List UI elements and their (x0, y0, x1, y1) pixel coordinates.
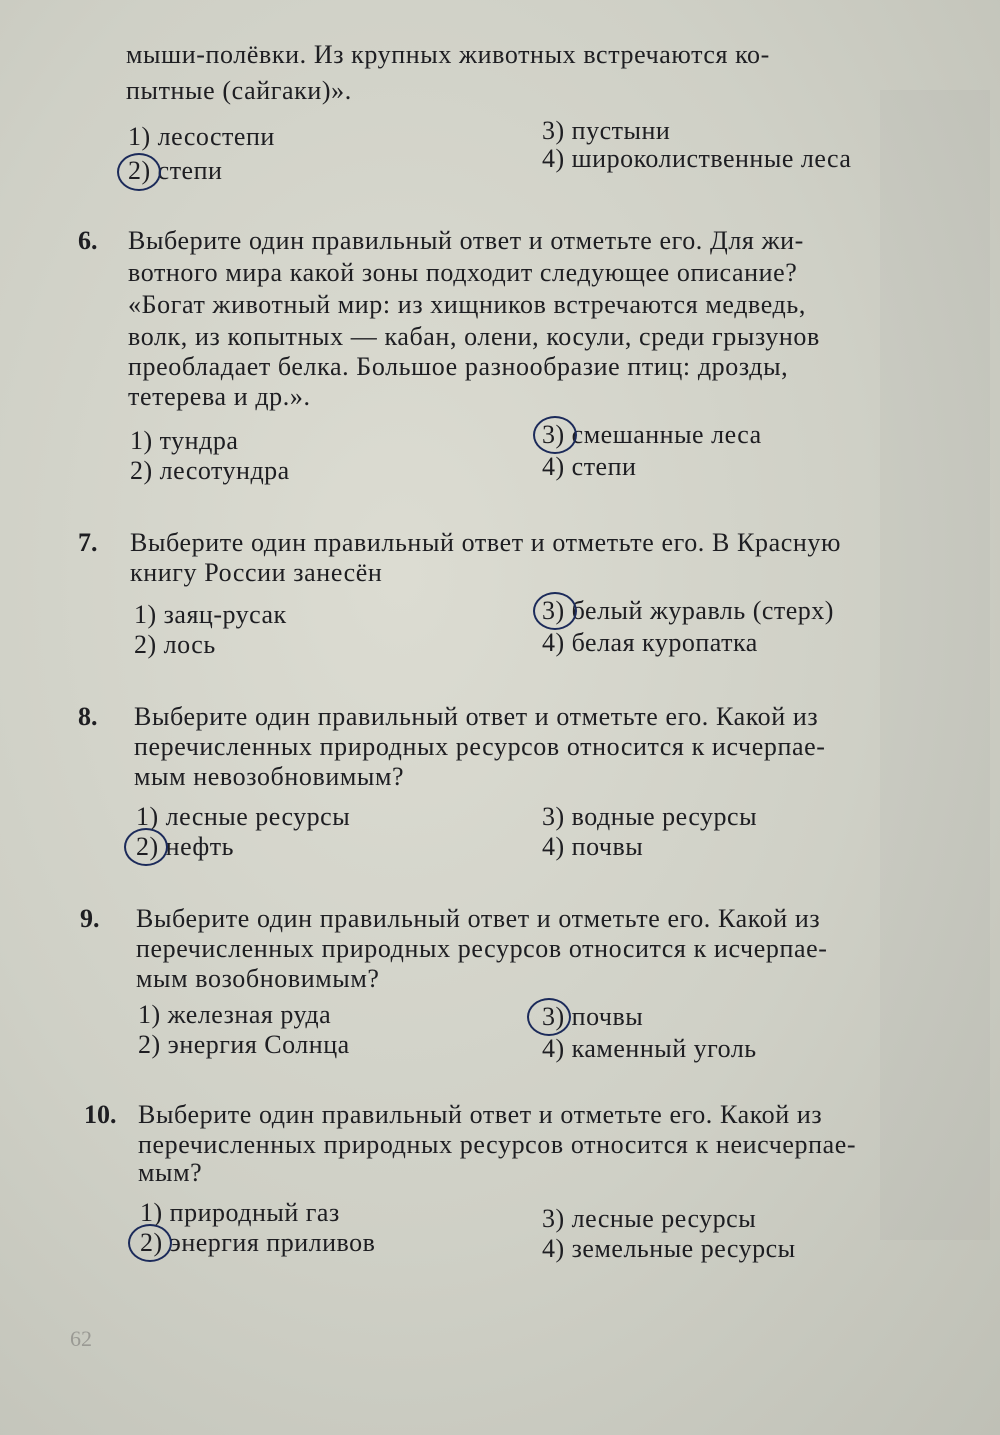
question-9-option-3[interactable]: 3) почвы (542, 1002, 644, 1031)
question-8-line-1: Выберите один правильный ответ и отметьте его. Какой из (134, 702, 819, 731)
answer-circle-mark (128, 1224, 172, 1262)
question-10-option-4[interactable]: 4) земельные ресурсы (542, 1234, 796, 1263)
question-9-option-4[interactable]: 4) каменный уголь (542, 1034, 757, 1063)
intro-option-4[interactable]: 4) широколиственные леса (542, 144, 852, 173)
question-9-option-2[interactable]: 2) энергия Солнца (138, 1030, 350, 1059)
page-number: 62 (70, 1326, 92, 1351)
question-10-number: 10. (84, 1100, 117, 1129)
question-8-option-1[interactable]: 1) лесные ресурсы (136, 802, 351, 831)
question-10-line-2: перечисленных природных ресурсов относится к неисчерпае- (138, 1130, 857, 1159)
question-7-number: 7. (78, 528, 98, 557)
intro-line-2: пытные (сайгаки)». (126, 76, 352, 105)
question-7-option-3[interactable]: 3) белый журавль (стерх) (542, 596, 834, 625)
question-8-line-3: мым невозобновимым? (134, 762, 405, 791)
question-10-option-2[interactable]: 2) энергия приливов (140, 1228, 376, 1257)
question-8-option-3[interactable]: 3) водные ресурсы (542, 802, 758, 831)
question-8-option-2[interactable]: 2) нефть (136, 832, 234, 861)
question-6-option-2[interactable]: 2) лесотундра (130, 456, 290, 485)
question-8-number: 8. (78, 702, 98, 731)
answer-circle-mark (533, 592, 577, 630)
question-6-option-3[interactable]: 3) смешанные леса (542, 420, 762, 449)
intro-option-1[interactable]: 1) лесостепи (128, 122, 275, 151)
question-10-option-3[interactable]: 3) лесные ресурсы (542, 1204, 757, 1233)
question-10-option-1[interactable]: 1) природный газ (140, 1198, 340, 1227)
intro-line-1: мыши-полёвки. Из крупных животных встречаются ко- (126, 40, 770, 69)
question-10-line-1: Выберите один правильный ответ и отметьте его. Какой из (138, 1100, 823, 1129)
question-9-number: 9. (80, 904, 100, 933)
question-6-line-4: волк, из копытных — кабан, олени, косули, среди грызунов (128, 322, 820, 351)
question-7-line-2: книгу России занесён (130, 558, 383, 587)
question-6-number: 6. (78, 226, 98, 255)
question-8-line-2: перечисленных природных ресурсов относится к исчерпае- (134, 732, 826, 761)
answer-circle-mark (117, 153, 161, 191)
question-6-line-2: вотного мира какой зоны подходит следующее описание? (128, 258, 798, 287)
question-6-line-1: Выберите один правильный ответ и отметьте его. Для жи- (128, 226, 804, 255)
question-10-line-3: мым? (138, 1158, 203, 1187)
question-6-option-1[interactable]: 1) тундра (130, 426, 239, 455)
answer-circle-mark (527, 998, 571, 1036)
question-7-option-2[interactable]: 2) лось (134, 630, 216, 659)
answer-circle-mark (124, 828, 168, 866)
question-6-option-4[interactable]: 4) степи (542, 452, 637, 481)
question-8-option-4[interactable]: 4) почвы (542, 832, 644, 861)
question-6-line-5: преобладает белка. Большое разнообразие птиц: дрозды, (128, 352, 789, 381)
question-7-option-1[interactable]: 1) заяц-русак (134, 600, 287, 629)
question-6-line-6: тетерева и др.». (128, 382, 311, 411)
question-6-line-3: «Богат животный мир: из хищников встречаются медведь, (128, 290, 806, 319)
intro-option-2[interactable]: 2) степи (128, 156, 223, 185)
intro-option-3[interactable]: 3) пустыни (542, 116, 671, 145)
question-7-option-4[interactable]: 4) белая куропатка (542, 628, 758, 657)
question-9-option-1[interactable]: 1) железная руда (138, 1000, 332, 1029)
question-9-line-3: мым возобновимым? (136, 964, 380, 993)
question-9-line-2: перечисленных природных ресурсов относится к исчерпае- (136, 934, 828, 963)
answer-circle-mark (533, 416, 577, 454)
show-through-bleed (880, 90, 990, 1240)
question-7-line-1: Выберите один правильный ответ и отметьте его. В Красную (130, 528, 841, 557)
question-9-line-1: Выберите один правильный ответ и отметьте его. Какой из (136, 904, 821, 933)
